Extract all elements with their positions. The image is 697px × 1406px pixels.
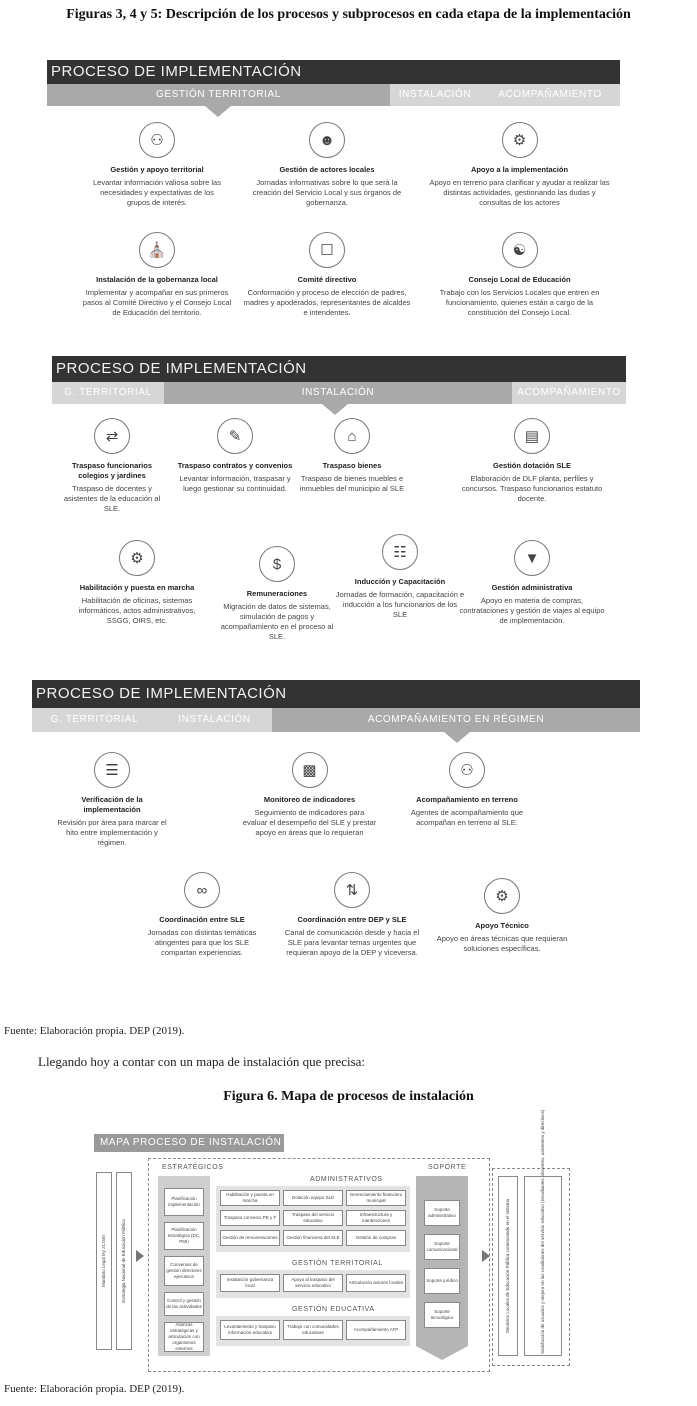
map-educativa-label: GESTIÓN EDUCATIVA [292,1306,375,1313]
cart-icon: ▼ [514,540,550,576]
map-strategic-4: Control y gestión de las actividades [164,1292,204,1316]
money-hand-icon: $ [259,546,295,582]
tab-instalacion: INSTALACIÓN [390,84,480,106]
item-monitoreo: ▩ Monitoreo de indicadores Seguimiento de indicadores para evaluar el desempeño del SLE y prestar apoyo en áreas que lo requieran [242,752,377,838]
panel-header: PROCESO DE IMPLEMENTACIÓN [52,356,626,382]
map-admin-label: ADMINISTRATIVOS [310,1176,383,1183]
map-admin-4: Traspaso convenio PE y F [220,1210,280,1226]
tab-acompanamiento: ACOMPAÑAMIENTO [512,382,626,404]
map-support-label: SOPORTE [428,1164,467,1171]
item-apoyo-implementacion: ⚙ Apoyo a la implementación Apoyo en terreno para clarificar y ayudar a realizar las distintas actividades, gestionando las dudas y consultas de los actores [427,122,612,208]
table-meeting-icon: ⛪ [139,232,175,268]
figure-6-title: Figura 6. Mapa de procesos de instalación [223,1089,474,1104]
map-admin-9: Gestión de compras [346,1230,406,1246]
item-gestion-actores-locales: ☻ Gestión de actores locales Jornadas informativas sobre lo que será la creación del Servicio Local y sus órganos de gobernanza. [252,122,402,208]
map-admin-3: Gerenciamiento financiero municipal [346,1190,406,1206]
profile-document-icon: ▤ [514,418,550,454]
map-educativa-3: Acompañamiento ATP [346,1320,406,1340]
map-strategic-label: ESTRATÉGICOS [162,1164,224,1171]
transfer-people-icon: ⇄ [94,418,130,454]
source-note: Fuente: Elaboración propia. DEP (2019). [4,1025,185,1037]
tab-acompanamiento: ACOMPAÑAMIENTO [480,84,620,106]
tab-g-territorial: G. TERRITORIAL [52,382,164,404]
map-admin-2: Dotación equipo SLE [283,1190,343,1206]
group-icon: ☻ [309,122,345,158]
panel-header: PROCESO DE IMPLEMENTACIÓN [32,680,640,708]
item-remuneraciones: $ Remuneraciones Migración de datos de sistemas, simulación de pagos y acompañamiento en el proceso al SLE. [217,546,337,642]
item-consejo-local: ☯ Consejo Local de Educación Trabajo con los Servicios Locales que entren en funcionamiento, quienes están a cargo de la constitución del Consejo Local. [427,232,612,318]
ballot-box-icon: ☐ [309,232,345,268]
dialogue-icon: ⇅ [334,872,370,908]
item-traspaso-contratos: ✎ Traspaso contratos y convenios Levantar información, traspasar y luego gestionar su continuidad. [170,418,300,494]
checklist-icon: ☰ [94,752,130,788]
training-icon: ☷ [382,534,418,570]
active-stage-arrow [444,732,470,743]
map-left-col-1: Mandato Legal ley 21.040 [96,1172,112,1350]
map-admin-1: Habilitación y puesta en marcha [220,1190,280,1206]
map-educativa-2: Trabajo con comunidades educativas [283,1320,343,1340]
item-apoyo-tecnico: ⚙ Apoyo Técnico Apoyo en áreas técnicas que requieran soluciones específicas. [432,878,572,954]
map-support-4: Soporte tecnológico [424,1302,460,1328]
map-territorial-1: Instalación gobernanza local [220,1274,280,1292]
map-admin-8: Gestión financiera del SLE [283,1230,343,1246]
map-strategic-1: Planificación implementación [164,1188,204,1216]
item-traspaso-bienes: ⌂ Traspaso bienes Traspaso de bienes muebles e inmuebles del municipio al SLE [297,418,407,494]
panel-acompanamiento [32,680,640,1005]
map-right-col-1: Servicios Locales de Educación Pública comenzando en el sistema [498,1176,518,1356]
map-support-3: Soporte jurídico [424,1268,460,1294]
item-gestion-administrativa: ▼ Gestión administrativa Apoyo en materia de compras, contrataciones y gestión de viajes al equipo de implementación. [457,540,607,626]
installation-map [90,1109,590,1375]
map-support-arrow [416,1346,468,1360]
body-paragraph: Llegando hoy a contar con un mapa de instalación que precisa: [38,1054,366,1069]
map-support-1: Soporte administrativo [424,1200,460,1226]
map-admin-5: Traspaso del servicio educativo [283,1210,343,1226]
network-icon: ∞ [184,872,220,908]
item-gestion-apoyo-territorial: ⚇ Gestión y apoyo territorial Levantar información valiosa sobre las necesidades y expectativas de los grupos de interés. [92,122,222,208]
item-gestion-dotacion: ▤ Gestión dotación SLE Elaboración de DLF planta, perfiles y concursos. Traspaso funcionarios estatuto docente. [457,418,607,504]
item-induccion: ☷ Inducción y Capacitación Jornadas de formación, capacitación e inducción a los funcionarios de los SLE [335,534,465,620]
field-meeting-icon: ⚇ [449,752,485,788]
map-admin-6: Infraestructura y mantenciones [346,1210,406,1226]
tab-gestion-territorial: GESTIÓN TERRITORIAL [47,84,390,106]
item-verificacion: ☰ Verificación de la implementación Revisión por área para marcar el hito entre implementación y régimen. [52,752,172,848]
map-territorial-label: GESTIÓN TERRITORIAL [292,1260,383,1267]
tab-acompanamiento-regimen: ACOMPAÑAMIENTO EN RÉGIMEN [272,708,640,732]
panel-header: PROCESO DE IMPLEMENTACIÓN [47,60,620,84]
tab-g-territorial: G. TERRITORIAL [32,708,157,732]
gears-icon: ⚙ [119,540,155,576]
item-traspaso-funcionarios: ⇄ Traspaso funcionarios colegios y jardines Traspaso de docentes y asistentes de la educación al SLE. [62,418,162,514]
council-icon: ☯ [502,232,538,268]
people-meeting-icon: ⚇ [139,122,175,158]
item-comite-directivo: ☐ Comité directivo Conformación y proceso de elección de padres, madres y apoderados, representantes de alcaldes e intendentes. [242,232,412,318]
map-strategic-5: Alianzas estratégicas y articulación con organismos externos [164,1322,204,1352]
map-strategic-3: Convenios de gestión directores ejecutivos [164,1256,204,1286]
map-educativa-1: Levantamiento y traspaso información educativa [220,1320,280,1340]
item-habilitacion: ⚙ Habilitación y puesta en marcha Habilitación de oficinas, sistemas informáticos, actos administrativos, SSGG, OIRS, etc. [72,540,202,626]
chart-document-icon: ▩ [292,752,328,788]
panel-instalacion [52,356,626,666]
map-right-col-2: Satisfacción de usuarios y mejora en las condiciones del servicio educativo (estudiantes, docentes, asistentes y directivos) [524,1176,562,1356]
active-stage-arrow [205,106,231,117]
item-instalacion-gobernanza: ⛪ Instalación de la gobernanza local Implementar y acompañar en sus primeros pasos al Comité Directivo y el Consejo Local de Educación del territorio. [82,232,232,318]
map-strategic-2: Planificación estratégica (DC, PMI) [164,1222,204,1250]
building-icon: ⌂ [334,418,370,454]
map-territorial-2: Apoyo al traspaso del servicio educativo [283,1274,343,1292]
map-header: MAPA PROCESO DE INSTALACIÓN [94,1134,284,1152]
tab-instalacion: INSTALACIÓN [157,708,272,732]
item-coordinacion-dep-sle: ⇅ Coordinación entre DEP y SLE Canal de comunicación desde y hacia el SLE para levantar temas urgentes que requieran apoyo de la DEP y viceversa. [277,872,427,958]
map-admin-7: Gestión de remuneraciones [220,1230,280,1246]
contract-icon: ✎ [217,418,253,454]
map-territorial-3: Articulación actores locales [346,1274,406,1292]
map-left-col-2: Estrategia Nacional de Educación Pública [116,1172,132,1350]
person-gears-icon: ⚙ [502,122,538,158]
map-right-arrow [482,1250,490,1262]
panel-gestion-territorial [47,60,620,350]
map-left-arrow [136,1250,144,1262]
active-stage-arrow [322,404,348,415]
map-support-2: Soporte comunicacional [424,1234,460,1260]
tab-instalacion: INSTALACIÓN [164,382,512,404]
item-coordinacion-sle: ∞ Coordinación entre SLE Jornadas con distintas temáticas atingentes para que los SLE compartan experiencias. [142,872,262,958]
source-note-2: Fuente: Elaboración propia. DEP (2019). [4,1383,185,1395]
figures-heading: Figuras 3, 4 y 5: Descripción de los procesos y subprocesos en cada etapa de la implementación [66,7,631,22]
item-acompanamiento-terreno: ⚇ Acompañamiento en terreno Agentes de acompañamiento que acompañan en terreno al SLE. [402,752,532,828]
tech-gears-icon: ⚙ [484,878,520,914]
